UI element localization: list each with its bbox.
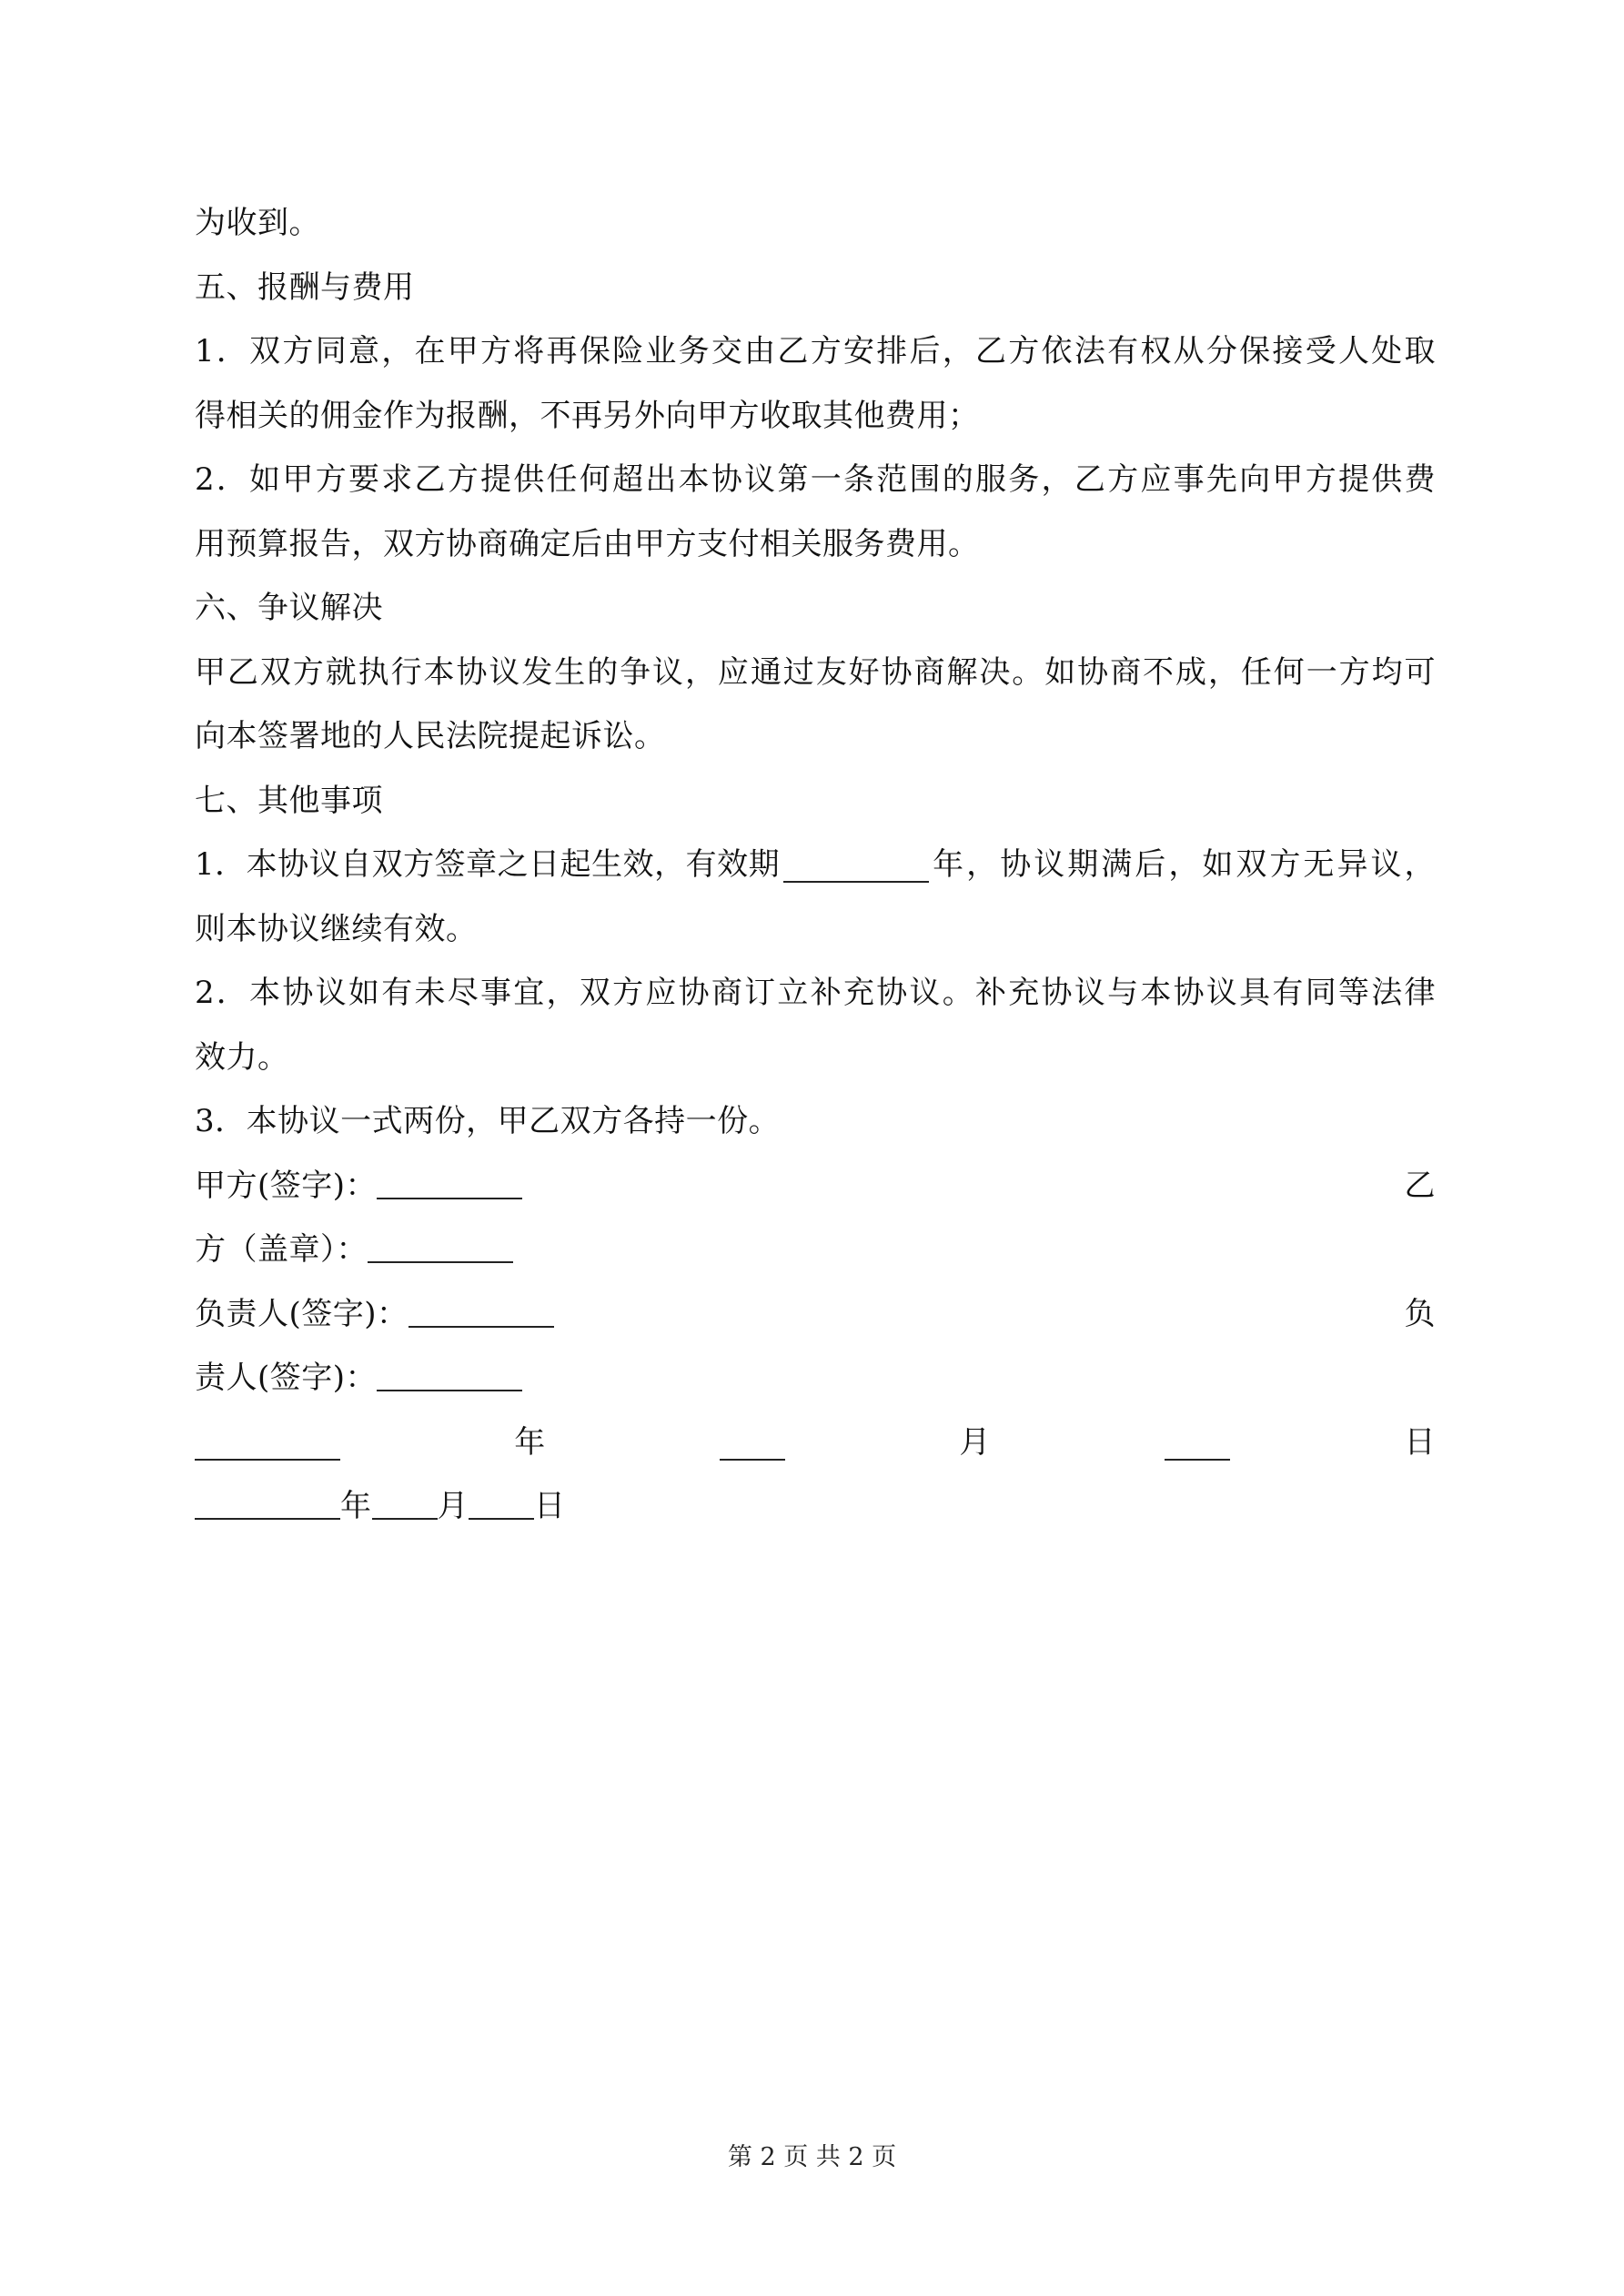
paragraph-line: 甲乙双方就执行本协议发生的争议，应通过友好协商解决。如协商不成，任何一方均可 (195, 653, 1436, 691)
date-a-month-blank (720, 1431, 785, 1461)
section-heading-other: 七、其他事项 (195, 782, 383, 819)
paragraph-line: 为收到。 (195, 205, 320, 241)
head-b-sign-label: 责人(签字)： (195, 1360, 378, 1396)
signature-row-head-a (195, 1282, 1436, 1347)
paragraph-line-validity (195, 833, 1436, 897)
party-a-sign-label: 甲方(签字)： (195, 1167, 378, 1204)
signature-row-party-a (195, 1154, 1436, 1219)
paragraph-line: 得相关的佣金作为报酬，不再另外向甲方收取其他费用； (195, 397, 980, 434)
date-b-day-label: 日 (534, 1488, 566, 1524)
paragraph-line: 2．本协议如有未尽事宜，双方应协商订立补充协议。补充协议与本协议具有同等法律 (195, 975, 1436, 1011)
party-b-label-start: 乙 (1404, 1167, 1436, 1204)
date-row-party-a (195, 1411, 1436, 1475)
paragraph-line: 效力。 (195, 1038, 289, 1076)
head-a-sign-blank (409, 1299, 554, 1328)
party-a-sign-blank (377, 1170, 522, 1199)
head-a-sign-field (195, 1282, 554, 1347)
paragraph-line: 3．本协议一式两份，甲乙双方各持一份。 (195, 1103, 781, 1139)
paragraph-line: 则本协议继续有效。 (195, 910, 478, 947)
party-b-seal-blank (368, 1234, 513, 1263)
signature-row-head-b (195, 1346, 1436, 1411)
date-row-party-b (195, 1474, 1436, 1539)
paragraph-line: 用预算报告，双方协商确定后由甲方支付相关服务费用。 (195, 525, 980, 562)
date-a-month-label: 月 (959, 1423, 991, 1461)
party-a-sign-field (195, 1154, 522, 1219)
date-a-day-blank (1165, 1431, 1230, 1461)
paragraph-line: 1．双方同意，在甲方将再保险业务交由乙方安排后，乙方依法有权从分保接受人处取 (195, 333, 1436, 369)
head-b-sign-blank (377, 1362, 522, 1391)
date-b-month-blank (372, 1491, 438, 1520)
paragraph-line: 向本签署地的人民法院提起诉讼。 (195, 718, 666, 754)
section-heading-remuneration: 五、报酬与费用 (195, 268, 415, 306)
head-a-sign-label: 负责人(签字)： (195, 1295, 409, 1332)
head-b-label-start: 负 (1404, 1295, 1436, 1332)
validity-years-blank (783, 854, 929, 883)
date-b-day-blank (469, 1491, 534, 1520)
date-a-year-label: 年 (514, 1423, 546, 1461)
validity-text-end: 年，协议期满后，如双方无异议， (933, 846, 1436, 883)
date-b-year-blank (195, 1491, 340, 1520)
validity-text-start: 1．本协议自双方签章之日起生效，有效期 (195, 846, 781, 883)
paragraph-line: 2．如甲方要求乙方提供任何超出本协议第一条范围的服务，乙方应事先向甲方提供费 (195, 461, 1436, 498)
date-b-year-label: 年 (340, 1488, 372, 1524)
date-a-day-label: 日 (1404, 1423, 1436, 1461)
party-b-seal-label: 方（盖章）： (195, 1231, 368, 1268)
date-b-month-label: 月 (437, 1488, 469, 1524)
signature-row-party-b (195, 1218, 1436, 1282)
document-body (195, 191, 1436, 1539)
section-heading-dispute: 六、争议解决 (195, 590, 383, 626)
date-a-year-blank (195, 1431, 340, 1461)
page-footer: 第 2 页 共 2 页 (727, 2143, 897, 2171)
